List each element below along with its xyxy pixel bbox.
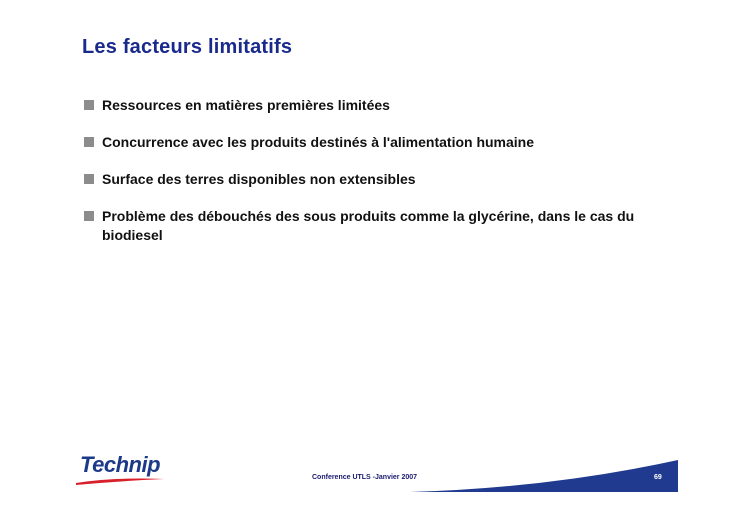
bullet-item bbox=[84, 133, 664, 152]
footer-wave-band bbox=[410, 458, 680, 494]
bullet-item bbox=[84, 170, 664, 189]
bullet-square-icon bbox=[84, 100, 94, 110]
bullet-list bbox=[84, 96, 664, 263]
footer-conference: Conference UTLS -Janvier 2007 bbox=[312, 474, 418, 481]
bullet-text: Surface des terres disponibles non extensibles bbox=[102, 171, 416, 187]
bullet-text: Problème des débouchés des sous produits comme la glycérine, dans le cas du biodiesel bbox=[102, 208, 635, 243]
bullet-item bbox=[84, 96, 664, 115]
technip-logo: Technip bbox=[80, 452, 161, 477]
page-number: 69 bbox=[654, 474, 662, 481]
bullet-text: Concurrence avec les produits destinés à l'alimentation humaine bbox=[102, 134, 535, 150]
logo-swoosh-icon bbox=[74, 474, 166, 486]
bullet-square-icon bbox=[84, 137, 94, 147]
bullet-item bbox=[84, 207, 664, 245]
bullet-text: Ressources en matières premières limitées bbox=[102, 97, 390, 113]
bullet-square-icon bbox=[84, 211, 94, 221]
slide-title: Les facteurs limitatifs bbox=[82, 36, 293, 58]
bullet-square-icon bbox=[84, 174, 94, 184]
